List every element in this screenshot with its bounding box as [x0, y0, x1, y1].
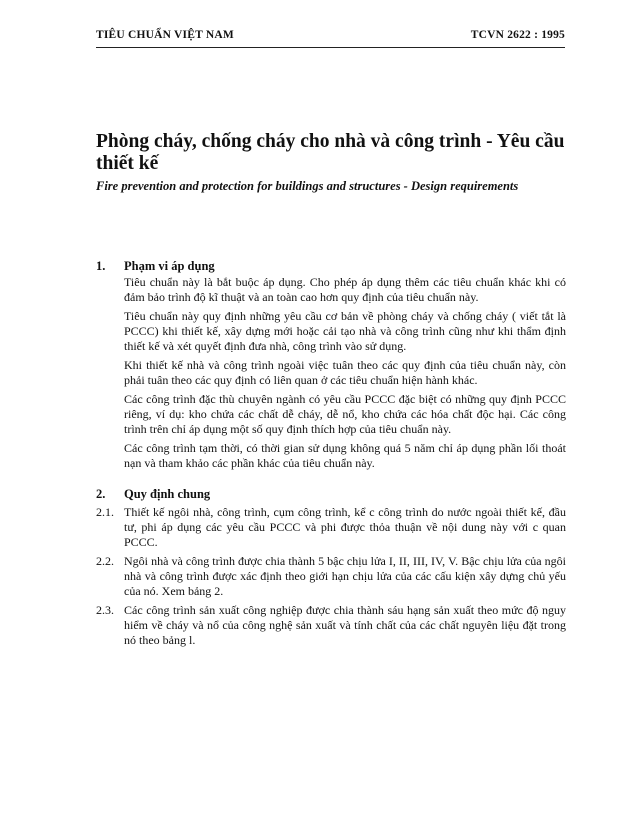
- section-general: [96, 487, 566, 652]
- paragraph: Tiêu chuẩn này quy định những yêu cầu cơ bản về phòng cháy và chống cháy ( viết tắt là PCCC) khi thiết kế, xây dựng mới hoặc cải tạo nhà và công trình cũng như khi thẩm định thiết kế và xét quyết định đưa nhà, công trình vào sử dụng.: [124, 309, 566, 353]
- item-number: 2.2.: [96, 554, 114, 568]
- document-title: Phòng cháy, chống cháy cho nhà và công trình - Yêu cầu thiết kế: [96, 131, 565, 174]
- item-text: Ngôi nhà và công trình được chia thành 5 bậc chịu lửa I, II, III, IV, V. Bậc chịu lửa của ngôi nhà và công trình được xác định theo giới hạn chịu lửa của các cấu kiện xây dựng chủ yếu của nó. Xem bảng 2.: [124, 554, 566, 598]
- section-scope: [96, 259, 566, 475]
- document-subtitle: Fire prevention and protection for buildings and structures - Design requirements: [96, 179, 519, 193]
- list-item: [96, 603, 566, 648]
- section-number: 1.: [96, 259, 106, 273]
- header-standard-code: TCVN 2622 : 1995: [470, 29, 565, 41]
- paragraph: Các công trình tạm thời, có thời gian sử dụng không quá 5 năm chỉ áp dụng phần lối thoát nạn và tham khảo các phần khác của tiêu chuẩn này.: [124, 441, 566, 470]
- paragraph: Khi thiết kế nhà và công trình ngoài việc tuân theo các quy định của tiêu chuẩn này, còn phải tuân theo các quy định có liên quan ở các tiêu chuẩn hiện hành khác.: [124, 358, 566, 387]
- section-title: Quy định chung: [124, 487, 211, 501]
- item-text: Thiết kế ngôi nhà, công trình, cụm công trình, kể c công trình do nước ngoài thiết kế, đầu tư, phi áp dụng các yêu cầu PCCC và phi được thỏa thuận về nội dung này với c quan PCCC.: [124, 505, 566, 549]
- paragraph: Tiêu chuẩn này là bắt buộc áp dụng. Cho phép áp dụng thêm các tiêu chuẩn khác khi có đảm bảo trình độ kĩ thuật và an toàn cao hơn quy định của tiêu chuẩn này.: [124, 275, 566, 304]
- item-number: 2.1.: [96, 505, 114, 519]
- header-standard-label: TIÊU CHUẨN VIỆT NAM: [96, 29, 234, 41]
- paragraph: Các công trình đặc thù chuyên ngành có yêu cầu PCCC đặc biệt có những quy định PCCC riêng, ví dụ: kho chứa các chất dễ cháy, dễ nổ, kho chứa các hóa chất độc hại. Các công trình trên chỉ áp dụng một số quy định thích hợp của tiêu chuẩn này.: [124, 392, 566, 436]
- section-number: 2.: [96, 487, 106, 501]
- item-text: Các công trình sản xuất công nghiệp được chia thành sáu hạng sản xuất theo mức độ nguy hiểm về cháy và nổ của công nghệ sản xuất và tính chất của các chất nguyên liệu đặt trong nó theo bảng l.: [124, 603, 566, 647]
- header-rule: [96, 47, 565, 48]
- page-header: [96, 29, 565, 47]
- list-item: [96, 505, 566, 550]
- item-number: 2.3.: [96, 603, 114, 617]
- list-item: [96, 554, 566, 599]
- section-heading: [96, 487, 566, 503]
- section-title: Phạm vi áp dụng: [124, 259, 215, 273]
- section-heading: [96, 259, 566, 275]
